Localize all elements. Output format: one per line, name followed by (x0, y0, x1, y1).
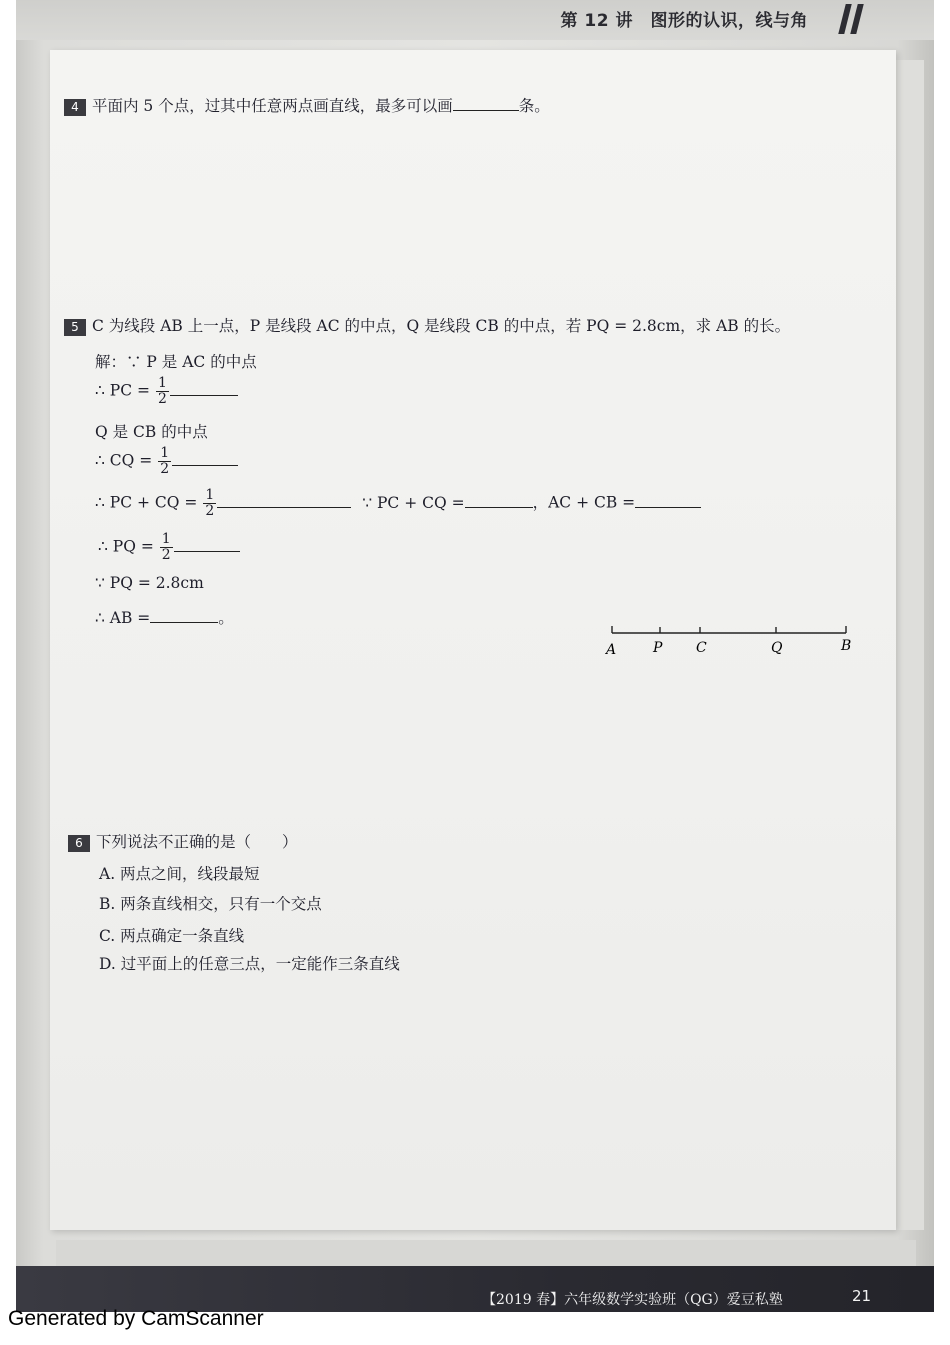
solution-line-2 (95, 376, 238, 407)
page-number: 21 (852, 1287, 872, 1305)
question-number-badge: 5 (64, 319, 86, 336)
answer-blank[interactable] (465, 493, 533, 508)
fraction-denominator: 2 (160, 461, 170, 477)
solution-text: ∵ PC + CQ = (362, 493, 465, 512)
solution-text: ∴ PC + CQ = (95, 493, 198, 512)
point-label-a: A (606, 642, 617, 658)
point-label-q: Q (771, 640, 783, 656)
answer-blank[interactable] (172, 451, 238, 466)
solution-line-8 (95, 606, 234, 628)
segment-diagram (600, 618, 860, 662)
option-a[interactable]: A. 两点之间，线段最短 (99, 865, 260, 883)
fraction-half (160, 532, 173, 563)
solution-text: ∴ PC = (95, 381, 150, 400)
question-4 (64, 94, 550, 116)
footer-band (16, 1266, 934, 1312)
header-band (16, 0, 934, 40)
fraction-numerator: 1 (157, 375, 167, 391)
question-number-badge: 6 (68, 835, 90, 852)
answer-blank[interactable] (217, 493, 351, 508)
chapter-title: 第 12 讲 图形的认识，线与角 (560, 11, 808, 31)
solution-line-4 (95, 446, 238, 477)
question-4-text-end: 条。 (518, 97, 550, 115)
fraction-half (203, 488, 216, 519)
header-slash-decoration (850, 4, 863, 34)
header-slash-decoration (838, 4, 851, 34)
book-title: 【2019 春】六年级数学实验班（QG）爱豆私塾 (482, 1292, 783, 1308)
question-4-text: 平面内 5 个点，过其中任意两点画直线，最多可以画 (92, 97, 453, 115)
solution-line-5 (95, 488, 701, 519)
solution-line-3: Q 是 CB 的中点 (95, 423, 208, 441)
camscanner-watermark: Generated by CamScanner (8, 1307, 264, 1330)
fraction-numerator: 1 (205, 487, 215, 503)
fraction-numerator: 1 (160, 445, 170, 461)
solution-line-1: 解：∵ P 是 AC 的中点 (95, 353, 257, 371)
answer-blank[interactable] (174, 537, 240, 552)
fraction-denominator: 2 (157, 391, 167, 407)
fraction-half (158, 446, 171, 477)
paper-edge (896, 60, 924, 1230)
point-label-c: C (696, 640, 707, 656)
option-c[interactable]: C. 两点确定一条直线 (99, 927, 245, 945)
fraction-denominator: 2 (205, 503, 215, 519)
question-5-stem: C 为线段 AB 上一点，P 是线段 AC 的中点，Q 是线段 CB 的中点，若 PQ = 2.8cm，求 AB 的长。 (92, 317, 791, 335)
answer-blank[interactable] (170, 381, 238, 396)
fraction-denominator: 2 (161, 547, 171, 563)
point-label-b: B (841, 638, 852, 654)
solution-text: 。 (218, 609, 234, 627)
solution-line-7: ∵ PQ = 2.8cm (95, 574, 204, 592)
option-d[interactable]: D. 过平面上的任意三点，一定能作三条直线 (99, 955, 400, 973)
solution-text: ∴ CQ = (95, 451, 153, 470)
solution-text: ∴ PQ = (98, 537, 154, 556)
option-b[interactable]: B. 两条直线相交，只有一个交点 (99, 895, 322, 913)
answer-blank[interactable] (150, 608, 218, 623)
question-6-stem: 下列说法不正确的是（ ） (96, 833, 298, 851)
point-label-p: P (653, 640, 663, 656)
fraction-numerator: 1 (161, 531, 171, 547)
solution-line-6 (98, 532, 240, 563)
solution-text: ，AC + CB = (532, 493, 636, 512)
question-6 (68, 830, 298, 852)
question-number-badge: 4 (64, 99, 86, 116)
footer-shadow-area (56, 1240, 916, 1266)
answer-blank[interactable] (453, 96, 519, 111)
answer-blank[interactable] (635, 493, 701, 508)
solution-text: ∴ AB = (95, 609, 151, 627)
fraction-half (156, 376, 169, 407)
question-5 (64, 314, 790, 336)
